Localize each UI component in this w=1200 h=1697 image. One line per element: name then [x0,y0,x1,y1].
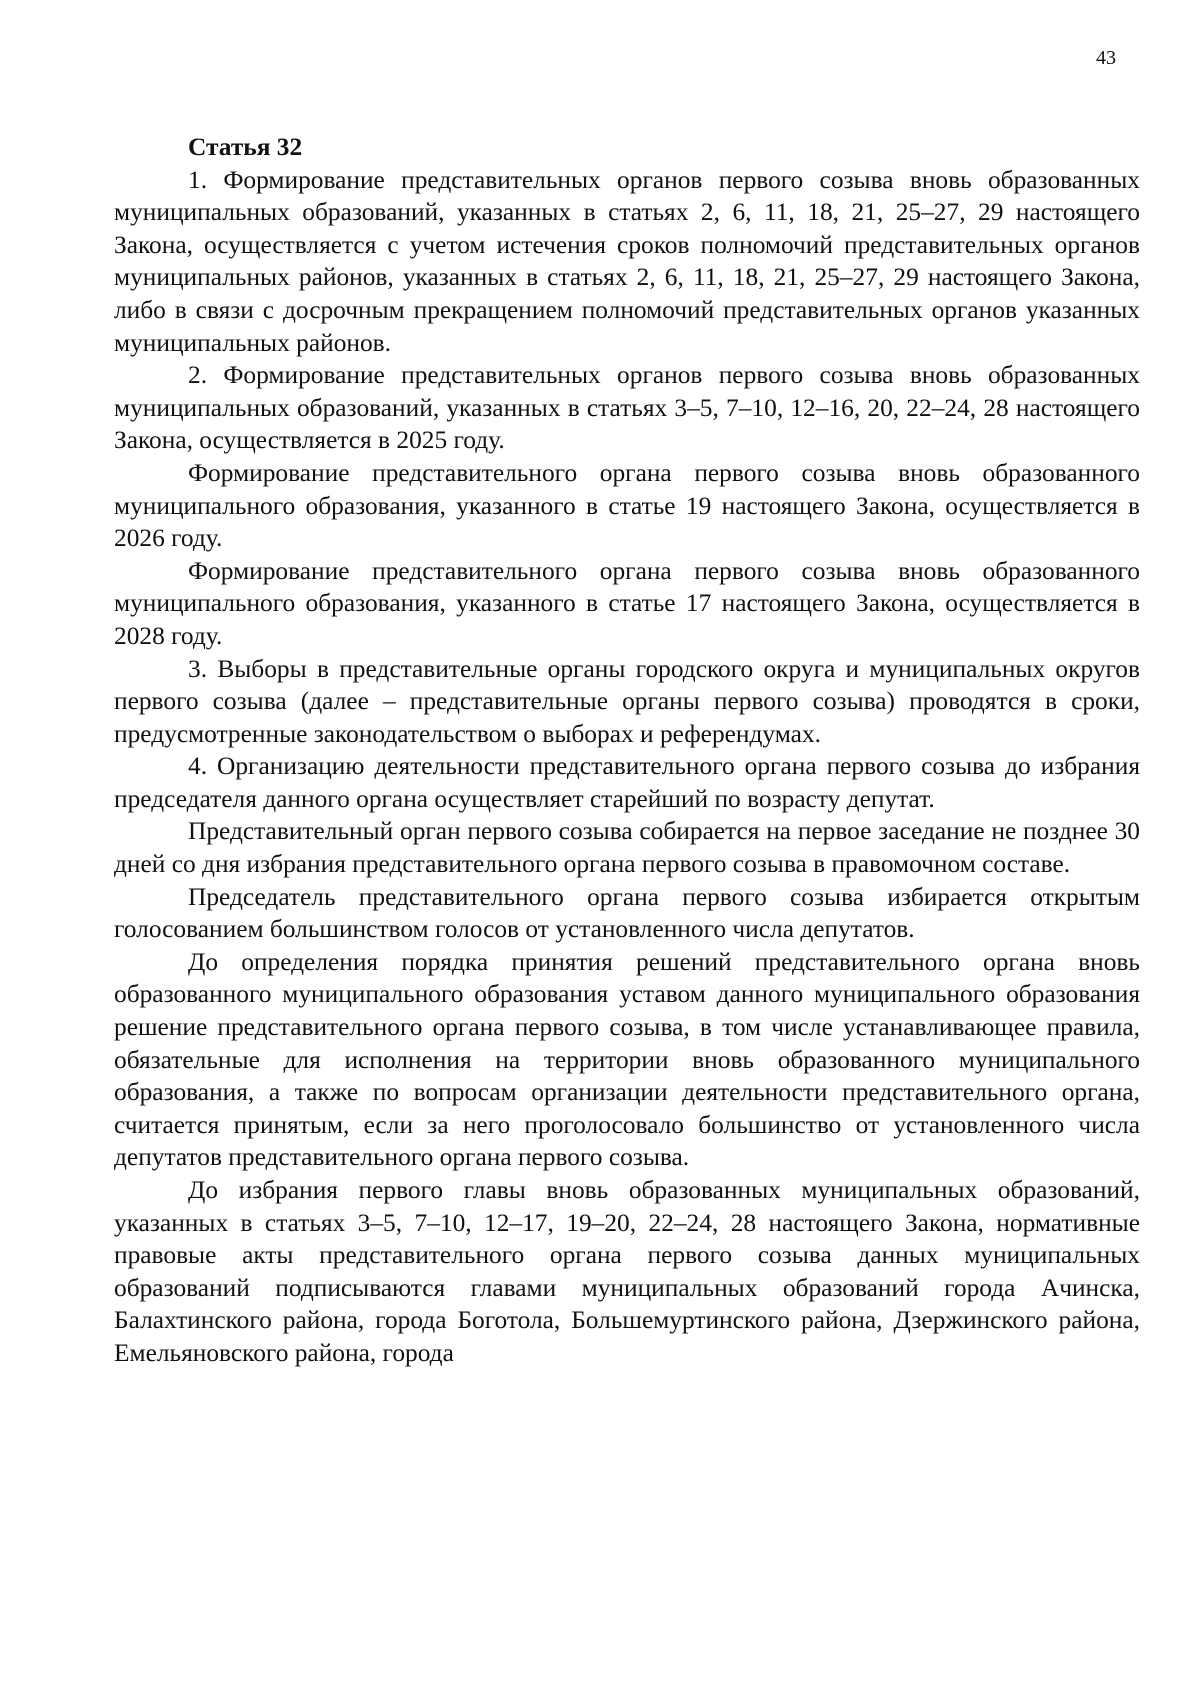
document-body [114,131,1140,1370]
page-number: 43 [1096,47,1116,69]
paragraph-6: 4. Организацию деятельности представительного органа первого созыва до избрания председателя данного органа осуществляет старейший по возрасту депутат. [114,752,1140,813]
article-title: Статья 32 [188,133,303,161]
paragraph-4: Формирование представительного органа первого созыва вновь образованного муниципального образования, указанного в статье 17 настоящего Закона, осуществляется в 2028 году. [114,556,1140,650]
paragraph-8: Председатель представительного органа первого созыва избирается открытым голосованием большинством голосов от установленного числа депутатов. [114,882,1140,944]
paragraph-5: 3. Выборы в представительные органы городского округа и муниципальных округов первого созыва (далее – представительные органы первого созыва) проводятся в сроки, предусмотренные законодательством о выборах и референдумах. [114,654,1140,748]
paragraph-10: До избрания первого главы вновь образованных муниципальных образований, указанных в статьях 3–5, 7–10, 12–17, 19–20, 22–24, 28 настоящего Закона, нормативные правовые акты представительного органа первого созыва данных муниципальных образований подписываются главами муниципальных образований города Ачинска, Балахтинского района, города Боготола, Большемуртинского района, Дзержинского района, Емельяновского района, города [114,1176,1140,1367]
paragraph-3: Формирование представительного органа первого созыва вновь образованного муниципального образования, указанного в статье 19 настоящего Закона, осуществляется в 2026 году. [114,458,1140,553]
paragraph-2: 2. Формирование представительных органов первого созыва вновь образованных муниципальных образований, указанных в статьях 3–5, 7–10, 12–16, 20, 22–24, 28 настоящего Закона, осуществляется в 2025 году. [114,361,1140,455]
paragraph-9: До определения порядка принятия решений представительного органа вновь образованного муниципального образования уставом данного муниципального образования решение представительного органа первого созыва, в том числе устанавливающее правила, обязательные для исполнения на территории вновь образованного муниципального образования, а также по вопросам организации деятельности представительного органа, считается принятым, если за него проголосовало большинство от установленного числа депутатов представительного органа первого созыва. [114,947,1140,1172]
paragraph-7: Представительный орган первого созыва собирается на первое заседание не позднее 30 дней со дня избрания представительного органа первого созыва в правомочном составе. [114,817,1140,879]
paragraph-1: 1. Формирование представительных органов первого созыва вновь образованных муниципальных образований, указанных в статьях 2, 6, 11, 18, 21, 25–27, 29 настоящего Закона, осуществляется с учетом истечения сроков полномочий представительных органов муниципальных районов, указанных в статьях 2, 6, 11, 18, 21, 25–27, 29 настоящего Закона, либо в связи с досрочным прекращением полномочий представительных органов указанных муниципальных районов. [114,165,1140,357]
